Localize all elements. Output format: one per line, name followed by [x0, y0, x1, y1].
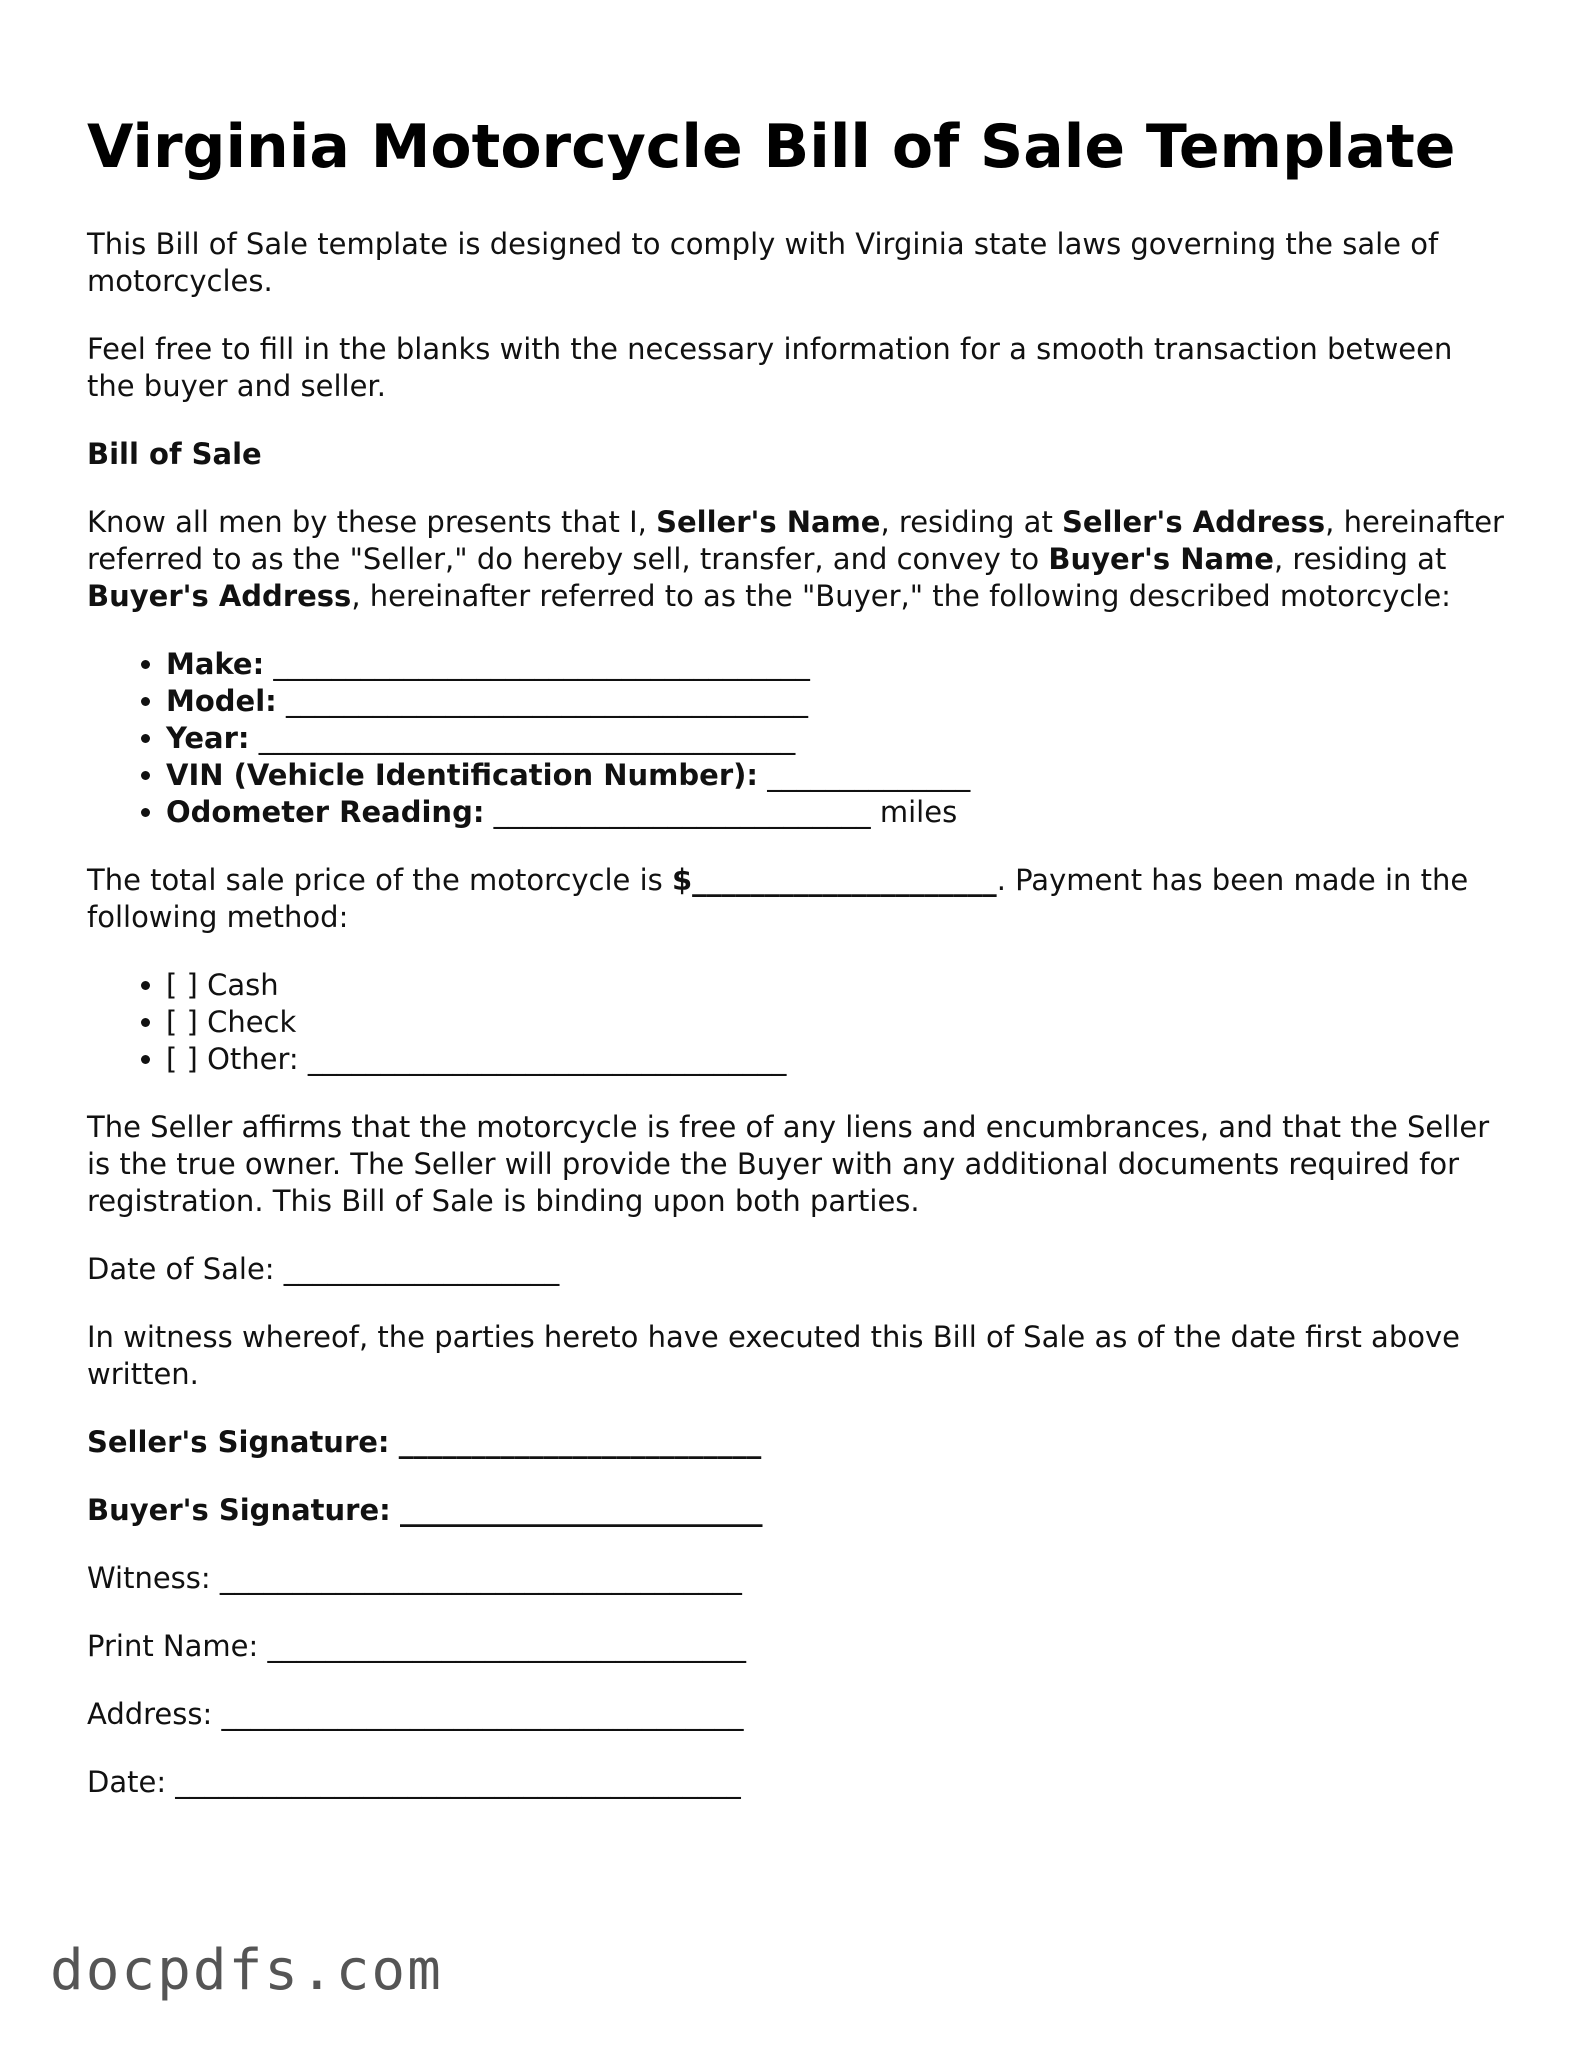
seller-name-placeholder: Seller's Name: [656, 505, 881, 539]
seller-signature-line[interactable]: [87, 1424, 1507, 1461]
buyer-address-placeholder: Buyer's Address: [87, 579, 352, 613]
price-text-a: The total sale price of the motorcycle is: [87, 863, 672, 897]
conveyance-paragraph: [87, 504, 1507, 615]
date-line[interactable]: Date: _______________________________________: [87, 1765, 741, 1799]
year-field: [166, 720, 1507, 757]
buyer-signature-line[interactable]: [87, 1492, 1507, 1529]
payment-other[interactable]: • [ ] Other: _________________________________: [166, 1041, 1507, 1078]
witness-clause: In witness whereof, the parties hereto have executed this Bill of Sale as of the date first above written.: [87, 1320, 1460, 1391]
address-line[interactable]: Address: ____________________________________: [87, 1697, 744, 1731]
field-label: Make:: [166, 647, 265, 681]
odometer-unit: miles: [879, 795, 958, 829]
buyer-name-placeholder: Buyer's Name: [1048, 542, 1274, 576]
page-title: Virginia Motorcycle Bill of Sale Template: [87, 112, 1456, 182]
buyer-signature-label: Buyer's Signature:: [87, 1493, 391, 1527]
payment-methods-list: [87, 967, 1507, 1078]
make-blank[interactable]: _____________________________________: [273, 647, 810, 681]
seller-address-placeholder: Seller's Address: [1062, 505, 1326, 539]
conveyance-text-e: , hereinafter referred to as the "Buyer," the following described motorcycle:: [351, 579, 1451, 613]
seller-signature-blank[interactable]: _________________________: [398, 1425, 762, 1459]
intro-paragraph-2: Feel free to fill in the blanks with the necessary information for a smooth transaction between the buyer and seller.: [87, 332, 1453, 403]
price-blank[interactable]: $_____________________: [672, 863, 997, 897]
price-paragraph: [87, 862, 1507, 936]
odometer-field: [166, 794, 1507, 831]
section-heading: [87, 436, 1507, 473]
payment-check[interactable]: • [ ] Check: [166, 1004, 1507, 1041]
buyer-signature-blank[interactable]: _________________________: [399, 1493, 763, 1527]
section-heading-text: Bill of Sale: [87, 437, 262, 471]
conveyance-text-c: , hereinafter referred to as the "Seller," do hereby sell, transfer, and convey to: [87, 505, 1504, 576]
document-page: [87, 110, 1507, 1832]
conveyance-text-b: , residing at: [880, 505, 1063, 539]
print-name-line[interactable]: Print Name: _________________________________: [87, 1629, 746, 1663]
conveyance-text-a: Know all men by these presents that I,: [87, 505, 657, 539]
witness-line[interactable]: Witness: ____________________________________: [87, 1561, 742, 1595]
odometer-blank[interactable]: __________________________: [493, 795, 871, 829]
vehicle-details-list: [87, 646, 1507, 831]
date-of-sale-field[interactable]: Date of Sale: ___________________: [87, 1252, 560, 1286]
model-blank[interactable]: ____________________________________: [285, 684, 808, 718]
seller-signature-label: Seller's Signature:: [87, 1425, 390, 1459]
field-label: Model:: [166, 684, 277, 718]
vin-blank[interactable]: ______________: [767, 758, 971, 792]
payment-cash[interactable]: • [ ] Cash: [166, 967, 1507, 1004]
vin-field: [166, 757, 1507, 794]
price-text-b: . Payment has been made in the following method:: [87, 863, 1469, 934]
conveyance-text-d: , residing at: [1273, 542, 1447, 576]
year-blank[interactable]: _____________________________________: [258, 721, 796, 755]
field-label: Year:: [166, 721, 250, 755]
watermark-logo: docpdfs.com: [50, 1938, 443, 2003]
model-field: [166, 683, 1507, 720]
make-field: [166, 646, 1507, 683]
field-label: VIN (Vehicle Identification Number):: [166, 758, 758, 792]
affirmation-paragraph: The Seller affirms that the motorcycle is free of any liens and encumbrances, and that the Seller is the true owner. The Seller will provide the Buyer with any additional documents required for registration. This Bill of Sale is binding upon both parties.: [87, 1110, 1490, 1218]
field-label: Odometer Reading:: [166, 795, 485, 829]
intro-paragraph-1: This Bill of Sale template is designed to comply with Virginia state laws governing the sale of motorcycles.: [87, 227, 1439, 298]
